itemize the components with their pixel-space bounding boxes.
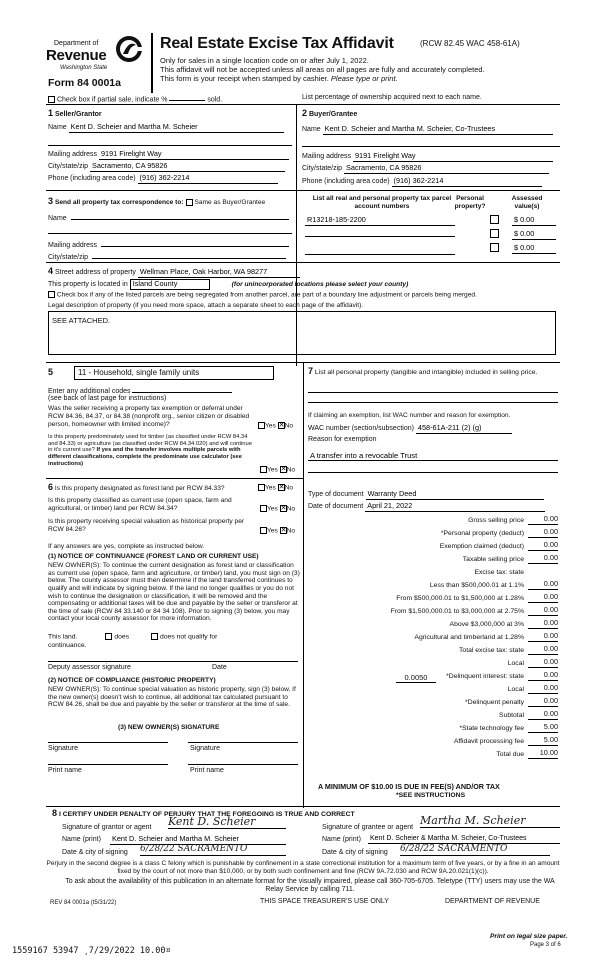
buyer-phone-field[interactable]: (916) 362-2214 xyxy=(392,177,542,187)
header-divider xyxy=(151,33,153,93)
does-label: does xyxy=(114,633,130,641)
seller-name-field[interactable]: Kent D. Scheier and Martha M. Scheier xyxy=(69,123,284,133)
reason-label: Reason for exemption xyxy=(308,436,377,443)
calc-row-value[interactable]: 0.00 xyxy=(528,658,558,668)
continuance-label: continuance. xyxy=(48,642,87,649)
corr-name-label: Name xyxy=(48,215,67,222)
header-line-1: Only for sales in a single location code on or after July 1, 2022. xyxy=(160,56,369,65)
exemption-yes-checkbox[interactable] xyxy=(258,422,265,429)
historic-no-label: No xyxy=(286,527,296,535)
historic-yes-checkbox[interactable] xyxy=(260,527,267,534)
grantee-signature[interactable]: Martha M. Scheier xyxy=(420,814,560,828)
top-rule xyxy=(46,104,560,105)
exemption-no-label: No xyxy=(284,422,294,430)
corr-name-row xyxy=(48,213,292,223)
current-use-no-checkbox[interactable] xyxy=(280,505,287,512)
grantee-date-city[interactable]: 6/28/22 SACRAMENTO xyxy=(400,844,550,856)
same-as-buyer-label: Same as Buyer/Grantee xyxy=(194,199,266,206)
section-5-number: 5 xyxy=(48,367,54,377)
forest-no-checkbox[interactable] xyxy=(278,484,285,491)
see-instructions: *SEE INSTRUCTIONS xyxy=(396,792,466,799)
local-rate-field[interactable]: 0.0050 xyxy=(396,673,436,683)
buyer-mail-field[interactable]: 9191 Firelight Way xyxy=(353,152,553,162)
wac-field[interactable]: 458-61A-211 (2) (g) xyxy=(416,424,512,434)
segregated-checkbox[interactable] xyxy=(48,291,55,298)
timber-yes-checkbox[interactable] xyxy=(260,466,267,473)
personal-property-checkbox-2[interactable] xyxy=(490,229,499,238)
timber-question-b: If yes and the transfer involves multiple parcels with different classifications, complete the predominate use calculator (see instructions) xyxy=(48,447,242,467)
current-use-question: Is this property classified as current use (open space, farm and agricultural, or timber) land per RCW 84.34? xyxy=(48,497,232,512)
section-2-number: 2 xyxy=(302,108,308,118)
washington-state-label: Washington State xyxy=(60,65,108,71)
section-3-number: 3 xyxy=(48,196,54,206)
calc-row-value[interactable]: 0.00 xyxy=(528,528,558,538)
calc-row-value[interactable]: 5.00 xyxy=(528,736,558,746)
current-use-yes-label: Yes xyxy=(267,505,278,513)
ownership-note: List percentage of ownership acquired next to each name. xyxy=(302,94,482,101)
deputy-signature-line[interactable] xyxy=(48,661,298,662)
buyer-title: Buyer/Grantee xyxy=(308,111,358,118)
assessed-value-2[interactable]: $ 0.00 xyxy=(512,230,556,240)
this-land-row xyxy=(48,633,217,641)
legal-description-box[interactable] xyxy=(48,311,556,355)
header-line-3-text: This form is your receipt when stamped by cashier. xyxy=(160,74,329,83)
buyer-name-row xyxy=(302,125,560,135)
corr-mail-row xyxy=(48,240,292,250)
notice-continuance-body: NEW OWNER(S): To continue the current designation as forest land or classification as current use (open space, farm and agriculture, or timber) land, you must sign on (3) below. The county assessor must then determine if the land transferred continues to qualify and will indicate by signing below. If the land no longer qualifies or you do not wish to continue the designation or classification, it will be removed and the compensating or additional taxes will be due and payable by the seller or transferor at the time of sale (RCW 84 33.140 or 84 34 108). Prior to signing (3) below, you may contact your local county assessor for more information. xyxy=(48,562,300,623)
calc-row-label: *Delinquent penalty xyxy=(465,699,524,706)
wac-label: WAC number (section/subsection) xyxy=(308,425,414,432)
timber-no-label: No xyxy=(286,466,296,474)
partial-sale-label: Check box if partial sale, indicate % xyxy=(56,96,168,104)
historic-yes-label: Yes xyxy=(267,527,278,535)
buyer-name-extra-line[interactable] xyxy=(302,146,560,147)
grantor-signature-label: Signature of grantor or agent xyxy=(62,824,152,831)
notice-compliance-body: NEW OWNER(S): To continue special valuation as historic property, sign (3) below. If the new owner(s) doesn't wish to continue, all additional tax calculated pursuant to RCW 84.26, shall be due and payable by the seller or transferor at the time of sale. xyxy=(48,686,296,709)
section-3-heading xyxy=(48,196,294,207)
correspondence-title: Send all property tax correspondence to: xyxy=(54,199,184,206)
section-7-heading xyxy=(308,366,560,377)
calc-row-label: Total excise tax: state xyxy=(459,647,524,654)
legal-description-text: SEE ATTACHED. xyxy=(52,316,111,325)
owner-print-label-2: Print name xyxy=(190,767,224,774)
owner-print-line-2[interactable] xyxy=(188,764,298,765)
rule-before-s8 xyxy=(46,806,560,807)
calc-row-label: Local xyxy=(507,660,524,667)
grantee-signature-label: Signature of grantee or agent xyxy=(322,824,414,831)
grantor-date-city[interactable]: 6/28/22 SACRAMENTO xyxy=(140,844,286,856)
doc-type-label: Type of document xyxy=(308,491,364,498)
section-2-heading xyxy=(302,108,357,119)
calc-row-label: Affidavit processing fee xyxy=(453,738,524,745)
calc-row-value[interactable]: 0.00 xyxy=(528,697,558,707)
seller-phone-field[interactable]: (916) 362-2214 xyxy=(138,174,278,184)
rcw-citation: (RCW 82.45 WAC 458-61A) xyxy=(420,39,520,48)
buyer-phone-label: Phone (including area code) xyxy=(302,178,390,185)
calc-row-label: Total due xyxy=(496,751,524,758)
header-line-3 xyxy=(160,74,398,83)
current-use-no-label: No xyxy=(286,505,296,513)
street-label: Street address of property xyxy=(54,269,136,276)
exemption-yes-label: Yes xyxy=(265,422,276,430)
personal-property-heading: Personal property? xyxy=(454,195,486,210)
partial-sale-percent[interactable] xyxy=(169,100,205,101)
buyer-phone-row xyxy=(302,177,542,187)
calc-row-value[interactable]: 0.00 xyxy=(528,606,558,616)
calc-row-label: *State technology fee xyxy=(459,725,524,732)
grantor-date-label: Date & city of signing xyxy=(62,849,128,856)
grantee-name-label: Name (print) xyxy=(322,836,361,843)
calc-row-value[interactable]: 0.00 xyxy=(528,684,558,694)
forest-yes-no xyxy=(258,484,293,492)
seller-name-extra-line[interactable] xyxy=(48,145,292,146)
land-use-code-select[interactable]: 11 - Household, single family units xyxy=(74,366,274,380)
calc-row-value[interactable]: 10.00 xyxy=(528,749,558,759)
owner-signature-line-1[interactable] xyxy=(48,742,168,743)
exemption-no-checkbox[interactable] xyxy=(278,422,285,429)
section-1-number: 1 xyxy=(48,108,54,118)
corr-city-row xyxy=(48,252,292,262)
owner-signature-line-2[interactable] xyxy=(188,742,298,743)
personal-property-line-1[interactable] xyxy=(308,392,558,393)
minimum-due-note: A MINIMUM OF $10.00 IS DUE IN FEE(S) AND/OR TAX xyxy=(318,782,500,791)
segregated-row xyxy=(48,291,560,299)
calc-row-label: Less than $500,000.01 at 1.1% xyxy=(429,582,524,589)
section-8-number: 8 xyxy=(52,808,58,818)
buyer-city-field[interactable]: Sacramento, CA 95826 xyxy=(344,164,549,174)
timber-yes-label: Yes xyxy=(267,466,278,474)
current-use-yes-no xyxy=(260,505,295,513)
calc-row-value[interactable]: 0.00 xyxy=(528,671,558,681)
reason-field[interactable]: A transfer into a revocable Trust xyxy=(308,451,558,461)
treasurer-space: THIS SPACE TREASURER'S USE ONLY xyxy=(260,898,389,905)
street-address-field[interactable]: Wellman Place, Oak Harbor, WA 98277 xyxy=(138,268,300,278)
dor-logo xyxy=(46,32,146,92)
seller-name-row xyxy=(48,123,292,133)
county-row xyxy=(48,279,408,290)
section-4-number: 4 xyxy=(48,266,54,276)
assessed-value-1[interactable]: $ 0.00 xyxy=(512,216,556,226)
seller-city-label: City/state/zip xyxy=(48,163,89,170)
unincorporated-note: (for unincorporated locations please select your county) xyxy=(231,281,409,288)
timber-no-checkbox[interactable] xyxy=(280,466,287,473)
buyer-city-row xyxy=(302,164,549,174)
seller-city-row xyxy=(48,162,285,172)
new-owner-signature-title: (3) NEW OWNER(S) SIGNATURE xyxy=(118,724,220,731)
rule-after-s1s2 xyxy=(46,190,560,191)
county-select[interactable]: Island County xyxy=(130,279,210,290)
recording-stamp: 1559167 53947 ¸7/29/2022 10.00¤ xyxy=(12,946,171,956)
partial-sale-checkbox[interactable] xyxy=(48,96,55,103)
revision-number: REV 84 0001a (t5/31/22) xyxy=(50,900,117,906)
buyer-city-label: City/state/zip xyxy=(302,165,343,172)
forest-yes-label: Yes xyxy=(265,484,276,492)
calc-row-label: *Delinquent interest: state xyxy=(446,673,524,680)
personal-property-line-2[interactable] xyxy=(308,402,558,403)
personal-property-checkbox-3[interactable] xyxy=(490,243,499,252)
timber-question-a: Is this property predominately used for timber (as classified under RCW 84.34 and 84.33) or agriculture (as classified under RCW 84.34.020) and will continue in it's current use? xyxy=(48,434,252,454)
calc-row-value[interactable]: 0.00 xyxy=(528,541,558,551)
buyer-mail-row xyxy=(302,152,553,162)
deputy-signature-label: Deputy assessor signature xyxy=(48,664,131,671)
parcels-heading: List all real and personal property tax parcel account numbers xyxy=(312,195,452,210)
does-not-checkbox[interactable] xyxy=(151,633,158,640)
seller-title: Seller/Grantor xyxy=(54,111,102,118)
if-any-yes: If any answers are yes, complete as instructed below. xyxy=(48,543,205,550)
calc-row-value[interactable]: 0.00 xyxy=(528,580,558,590)
owner-signature-label-1: Signature xyxy=(48,745,78,752)
additional-codes-field[interactable] xyxy=(132,386,232,393)
historic-yes-no xyxy=(260,527,295,535)
calc-row-label: Gross selling price xyxy=(468,517,524,524)
owner-signature-label-2: Signature xyxy=(190,745,220,752)
current-use-yes-checkbox[interactable] xyxy=(260,505,267,512)
seller-mail-label: Mailing address xyxy=(48,151,98,158)
calc-row-value[interactable]: 0.00 xyxy=(528,710,558,720)
revenue-wordmark: Revenue xyxy=(46,47,107,64)
forest-question-text: Is this property designated as forest land per RCW 84.33? xyxy=(54,485,225,492)
grantor-name-field[interactable]: Kent D. Scheier and Martha M. Scheier xyxy=(110,835,286,845)
forest-question xyxy=(48,482,225,493)
certify-statement: I CERTIFY UNDER PENALTY OF PERJURY THAT THE FOREGOING IS TRUE AND CORRECT xyxy=(58,811,355,818)
corr-name-field[interactable] xyxy=(71,213,289,220)
calc-row-label: Taxable selling price xyxy=(462,556,524,563)
legal-desc-label: Legal description of property (if you need more space, attach a separate sheet to each page of the affidavit). xyxy=(48,302,364,309)
buyer-name-label: Name xyxy=(302,126,321,133)
corr-mail-label: Mailing address xyxy=(48,242,98,249)
assessed-value-heading: Assessed value(s) xyxy=(511,195,543,210)
seller-city-field[interactable]: Sacramento, CA 95826 xyxy=(90,162,285,172)
calc-row-label: From $1,500,000.01 to $3,000,000 at 2.75% xyxy=(390,608,524,615)
calc-row-value[interactable]: 0.00 xyxy=(528,515,558,525)
calc-row-label: Above $3,000,000 at 3% xyxy=(449,621,524,628)
reason-line-2[interactable] xyxy=(308,472,558,473)
doc-date-field[interactable]: April 21, 2022 xyxy=(365,502,545,512)
owner-print-label-1: Print name xyxy=(48,767,82,774)
form-title: Real Estate Excise Tax Affidavit xyxy=(160,35,394,52)
calc-row-label: Agricultural and timberland at 1.28% xyxy=(414,634,524,641)
personal-property-checkbox-1[interactable] xyxy=(490,215,499,224)
historic-question: Is this property receiving special valuation as historical property per RCW 84.26? xyxy=(48,518,245,533)
grantee-date-label: Date & city of signing xyxy=(322,849,388,856)
same-as-buyer-checkbox[interactable] xyxy=(186,199,193,206)
personal-property-title: List all personal property (tangible and intangible) included in selling price. xyxy=(314,369,538,376)
owner-print-line-1[interactable] xyxy=(48,764,168,765)
buyer-name-field[interactable]: Kent D. Scheier and Martha M. Scheier, Co-Trustees xyxy=(323,125,553,135)
does-checkbox[interactable] xyxy=(105,633,112,640)
additional-codes-label: Enter any additional codes xyxy=(48,388,131,395)
segregated-label: Check box if any of the listed parcels are being segregated from another parcel, are part of a boundary line adjustment or parcels being merged. xyxy=(56,291,477,299)
buyer-mail-label: Mailing address xyxy=(302,153,352,160)
calc-row-value[interactable]: 0.00 xyxy=(528,645,558,655)
doc-date-label: Date of document xyxy=(308,503,364,510)
seller-mail-field[interactable]: 9191 Firelight Way xyxy=(99,150,289,160)
additional-codes-sub: (see back of last page for instructions) xyxy=(48,395,167,402)
dept-of-label: Department of xyxy=(54,40,99,47)
seller-mail-row xyxy=(48,150,289,160)
calc-row-label: Exemption claimed (deduct) xyxy=(439,543,524,550)
rule-before-s6 xyxy=(46,478,304,479)
exemption-yes-no xyxy=(258,422,293,430)
corr-city-label: City/state/zip xyxy=(48,254,89,261)
forest-no-label: No xyxy=(284,484,294,492)
calc-row-label: From $500,000.01 to $1,500,000 at 1.28% xyxy=(396,595,524,602)
notice-continuance-title: (1) NOTICE OF CONTINUANCE (FOREST LAND OR CURRENT USE) xyxy=(48,553,259,560)
calc-row-value[interactable]: 0.00 xyxy=(528,554,558,564)
forest-yes-checkbox[interactable] xyxy=(258,484,265,491)
this-land-label: This land. xyxy=(48,633,78,641)
type-or-print: Please type or print. xyxy=(330,74,398,83)
parcel-number-2[interactable] xyxy=(305,236,455,237)
calc-row-label: *Personal property (deduct) xyxy=(440,530,524,537)
perjury-warning: Perjury in the second degree is a class C felony which is punishable by confinement in a state correctional institution for a maximum term of five years, or by a fine in an amount fixed by the court of not more than $10,000, or by both such confinement and fine (RCW 9A.72.030 and RCW 9A.20.021(1)(c)). xyxy=(46,860,560,875)
legal-paper-note: Print on legal size paper. xyxy=(490,933,568,940)
seller-phone-label: Phone (including area code) xyxy=(48,175,136,182)
historic-no-checkbox[interactable] xyxy=(280,527,287,534)
section-7-number: 7 xyxy=(308,366,314,376)
section-4-street-row xyxy=(48,266,300,278)
exemption-question: Was the seller receiving a property tax exemption or deferral under RCW 84.36, 84.37, or 84.38 (nonprofit org., senior citizen or disabled person, homeowner with limited income)? xyxy=(48,405,250,428)
deputy-date-label: Date xyxy=(212,664,227,671)
corr-city-field[interactable] xyxy=(92,252,286,259)
calc-row-label: Excise tax: state xyxy=(474,569,524,576)
grantor-signature[interactable]: Kent D. Scheier xyxy=(168,815,286,829)
parcel-number-3[interactable] xyxy=(305,254,455,255)
timber-question xyxy=(48,434,258,467)
section-1-heading xyxy=(48,108,102,119)
seller-name-label: Name xyxy=(48,124,67,131)
dor-seal-icon xyxy=(114,34,144,64)
header-line-2: This affidavit will not be accepted unless all areas on all pages are fully and accurately completed. xyxy=(160,65,485,74)
county-label: This property is located in xyxy=(48,281,128,288)
corr-name-extra-line[interactable] xyxy=(48,233,292,234)
calc-row-value[interactable]: 0.00 xyxy=(528,619,558,629)
calc-row-value[interactable]: 5.00 xyxy=(528,723,558,733)
section-6-number: 6 xyxy=(48,482,54,492)
dept-of-revenue-footer: DEPARTMENT OF REVENUE xyxy=(445,898,540,905)
form-number: Form 84 0001a xyxy=(48,77,121,89)
exemption-instructions: If claiming an exemption, list WAC number and reason for exemption. xyxy=(308,412,511,419)
calc-row-value[interactable]: 0.00 xyxy=(528,593,558,603)
seller-phone-row xyxy=(48,174,278,184)
assessed-value-3[interactable]: $ 0.00 xyxy=(512,244,556,254)
alternate-format-note: To ask about the availability of this publication in an alternate format for the visually impaired, please call 360-705-6705. Teletype (TTY) users may use the WA Relay Service by calling 711. xyxy=(65,878,555,893)
rule-after-s3 xyxy=(46,262,560,263)
notice-compliance-title: (2) NOTICE OF COMPLIANCE (HISTORIC PROPERTY) xyxy=(48,677,216,684)
calc-row-value[interactable]: 0.00 xyxy=(528,632,558,642)
parcel-number-1[interactable]: R13218-185-2200 xyxy=(305,216,455,226)
grantee-name-field[interactable]: Kent D. Scheier & Martha M. Scheier, Co-Trustees xyxy=(368,835,560,844)
doc-type-row xyxy=(308,490,544,500)
corr-mail-field[interactable] xyxy=(101,240,289,247)
wac-row xyxy=(308,424,512,434)
doc-type-field[interactable]: Warranty Deed xyxy=(366,490,544,500)
calc-row-label: Subtotal xyxy=(499,712,524,719)
partial-sale-sold: sold. xyxy=(207,96,223,104)
doc-date-row xyxy=(308,502,545,512)
timber-yes-no xyxy=(260,466,295,474)
grantor-name-label: Name (print) xyxy=(62,836,101,843)
does-not-label: does not qualify for xyxy=(160,633,218,641)
page-number: Page 3 of 6 xyxy=(530,942,561,948)
calc-row-label: Local xyxy=(507,686,524,693)
